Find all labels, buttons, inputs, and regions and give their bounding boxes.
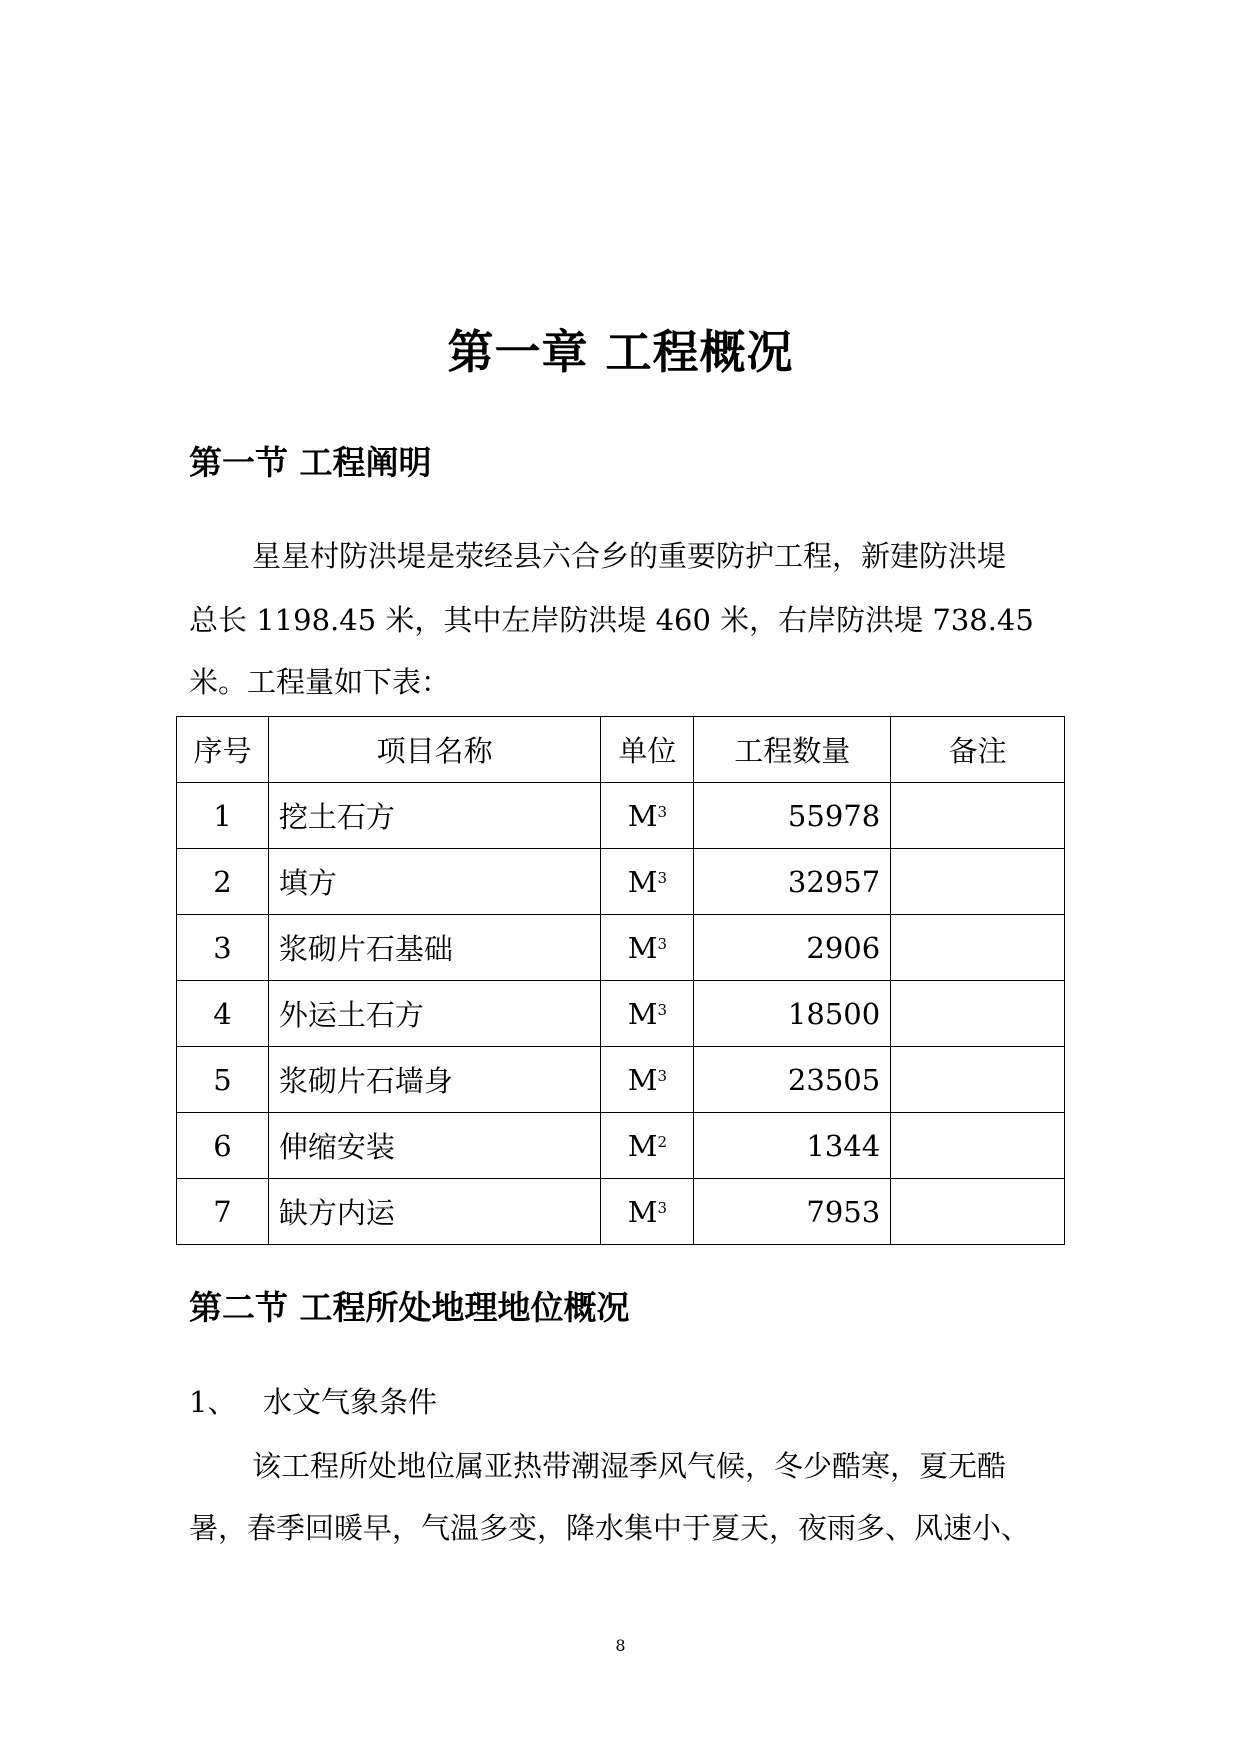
unit-base: M (627, 1062, 658, 1097)
cell-note (891, 915, 1065, 981)
table-row (177, 1179, 1065, 1245)
cell-note (891, 783, 1065, 849)
cell-no: 3 (177, 915, 269, 981)
cell-unit (601, 1179, 694, 1245)
cell-quantity: 23505 (694, 1047, 891, 1113)
table-row (177, 1047, 1065, 1113)
cell-quantity: 18500 (694, 981, 891, 1047)
header-note: 备注 (891, 717, 1065, 783)
section-title-2: 第二节 工程所处地理地位概况 (189, 1288, 630, 1327)
unit-base: M (627, 798, 658, 833)
paragraph-line: 该工程所处地位属亚热带潮湿季风气候，冬少酷寒，夏无酷 (252, 1449, 1007, 1483)
cell-name: 浆砌片石基础 (268, 915, 600, 981)
unit-exponent: 3 (657, 1066, 667, 1085)
table-row (177, 981, 1065, 1047)
cell-no: 7 (177, 1179, 269, 1245)
cell-no: 5 (177, 1047, 269, 1113)
cell-unit (601, 1113, 694, 1179)
header-name: 项目名称 (268, 717, 600, 783)
paragraph-line: 暑，春季回暖早，气温多变，降水集中于夏天，夜雨多、风速小、 (189, 1511, 1031, 1545)
item-title: 水文气象条件 (263, 1385, 438, 1419)
unit-base: M (627, 1194, 658, 1229)
cell-no: 4 (177, 981, 269, 1047)
cell-unit (601, 849, 694, 915)
unit-exponent: 3 (657, 1000, 667, 1019)
cell-no: 1 (177, 783, 269, 849)
cell-note (891, 1179, 1065, 1245)
section-title-1: 第一节 工程阐明 (189, 443, 432, 482)
header-quantity: 工程数量 (694, 717, 891, 783)
unit-base: M (627, 930, 658, 965)
cell-quantity: 2906 (694, 915, 891, 981)
cell-no: 6 (177, 1113, 269, 1179)
unit-exponent: 2 (657, 1132, 667, 1151)
unit-base: M (627, 996, 658, 1031)
unit-exponent: 3 (657, 802, 667, 821)
cell-note (891, 1113, 1065, 1179)
unit-exponent: 3 (657, 934, 667, 953)
item-number: 1、 (189, 1385, 237, 1419)
cell-unit (601, 981, 694, 1047)
header-no: 序号 (177, 717, 269, 783)
unit-base: M (627, 1128, 658, 1163)
paragraph-line: 总长 1198.45 米，其中左岸防洪堤 460 米，右岸防洪堤 738.45 (189, 603, 1034, 637)
header-unit: 单位 (601, 717, 694, 783)
table-row (177, 1113, 1065, 1179)
table-row (177, 915, 1065, 981)
unit-exponent: 3 (657, 868, 667, 887)
cell-unit (601, 1047, 694, 1113)
paragraph-line: 米。工程量如下表： (189, 665, 451, 699)
table-row (177, 783, 1065, 849)
unit-base: M (627, 864, 658, 899)
cell-name: 伸缩安装 (268, 1113, 600, 1179)
cell-name: 缺方内运 (268, 1179, 600, 1245)
cell-quantity: 55978 (694, 783, 891, 849)
cell-unit (601, 915, 694, 981)
paragraph-line: 星星村防洪堤是荥经县六合乡的重要防护工程，新建防洪堤 (252, 539, 1007, 573)
cell-name: 浆砌片石墙身 (268, 1047, 600, 1113)
quantities-table (176, 716, 1065, 1245)
cell-name: 外运土石方 (268, 981, 600, 1047)
table-row (177, 849, 1065, 915)
cell-note (891, 981, 1065, 1047)
cell-note (891, 849, 1065, 915)
unit-exponent: 3 (657, 1198, 667, 1217)
table-header-row (177, 717, 1065, 783)
chapter-title: 第一章 工程概况 (447, 325, 794, 379)
cell-quantity: 32957 (694, 849, 891, 915)
cell-note (891, 1047, 1065, 1113)
cell-no: 2 (177, 849, 269, 915)
cell-quantity: 7953 (694, 1179, 891, 1245)
item-heading (189, 1382, 437, 1422)
cell-quantity: 1344 (694, 1113, 891, 1179)
cell-unit (601, 783, 694, 849)
page-number: 8 (615, 1636, 626, 1655)
cell-name: 挖土石方 (268, 783, 600, 849)
cell-name: 填方 (268, 849, 600, 915)
